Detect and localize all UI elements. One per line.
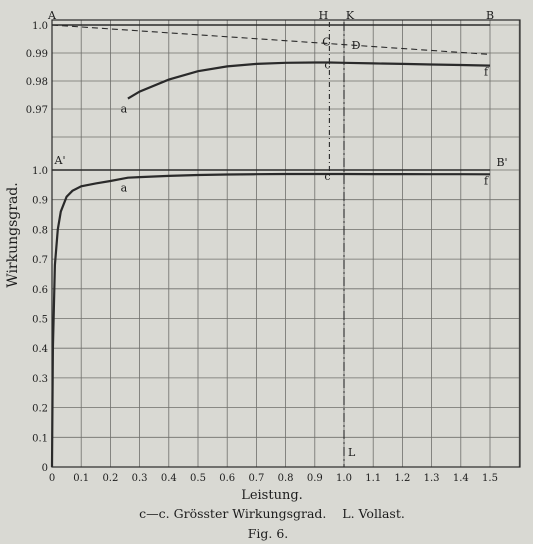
y-tick-label: 0.9 xyxy=(32,195,48,207)
x-tick-label: 1.2 xyxy=(394,473,411,484)
annotation-label: L xyxy=(348,446,356,460)
annotation-label: D xyxy=(351,39,361,53)
x-tick-label: 1.0 xyxy=(336,473,352,484)
x-tick-label: 0.7 xyxy=(248,473,265,484)
y-tick-label: 0.8 xyxy=(32,225,48,237)
upper-series-1 xyxy=(52,25,490,54)
annotation-label: A' xyxy=(54,154,66,167)
annotation-label: c xyxy=(324,58,331,72)
y-tick-label: 0.1 xyxy=(32,433,48,445)
y-tick-label: 0.5 xyxy=(32,314,48,326)
x-tick-label: 1.3 xyxy=(423,473,440,484)
y-axis-label: Wirkungsgrad. xyxy=(5,182,21,288)
x-tick-label: 0.8 xyxy=(277,473,294,484)
curves xyxy=(52,25,490,467)
x-tick-label: 0.5 xyxy=(190,473,206,484)
x-tick-label: 1.5 xyxy=(482,473,498,484)
x-tick-label: 1.1 xyxy=(365,473,382,484)
x-tick-label: 0.1 xyxy=(73,473,90,484)
y-tick-label: 0.7 xyxy=(32,255,48,267)
annotation-label: A xyxy=(48,9,56,22)
annotations xyxy=(47,9,508,459)
y-tick-label: 0 xyxy=(41,463,48,474)
annotation-label: c xyxy=(324,169,331,183)
y-tick-label: 0.2 xyxy=(32,403,48,415)
y-tick-label-upper: 1.0 xyxy=(32,21,48,32)
x-tick-label: 0.4 xyxy=(160,473,177,484)
annotation-label: f xyxy=(483,174,489,188)
x-tick-label: 0.2 xyxy=(102,473,119,484)
figure-number: Fig. 6. xyxy=(247,526,289,541)
x-axis-label: Leistung. xyxy=(241,488,303,503)
x-tick-label: 0.9 xyxy=(306,473,323,484)
lower-series-0 xyxy=(52,174,490,467)
y-tick-label-upper: 0.99 xyxy=(25,49,48,60)
y-tick-label: 0.6 xyxy=(32,284,48,296)
reference-lines xyxy=(329,22,344,467)
y-tick-label-upper: 0.98 xyxy=(25,77,48,88)
annotation-label: a xyxy=(120,102,128,116)
annotation-label: B' xyxy=(496,156,508,169)
annotation-label: H xyxy=(318,9,329,22)
annotation-label: C xyxy=(322,35,331,49)
y-tick-label: 0.4 xyxy=(32,344,48,356)
x-tick-label: 0.6 xyxy=(219,473,236,484)
x-tick-label: 0 xyxy=(48,473,56,484)
annotation-label: f xyxy=(483,65,489,79)
y-tick-label: 1.0 xyxy=(32,166,48,177)
x-tick-label: 1.4 xyxy=(452,473,469,484)
y-tick-label-upper: 0.97 xyxy=(25,105,48,116)
upper-series-0 xyxy=(128,63,490,99)
annotation-label: B xyxy=(485,9,495,22)
annotation-label: a xyxy=(120,181,128,195)
grid xyxy=(52,20,520,467)
x-tick-label: 0.3 xyxy=(131,473,148,484)
figure-caption: c—c. Grösster Wirkungsgrad. L. Vollast. xyxy=(139,506,405,521)
y-tick-label: 0.3 xyxy=(32,373,48,385)
tick-labels xyxy=(26,21,498,484)
annotation-label: K xyxy=(345,9,355,22)
